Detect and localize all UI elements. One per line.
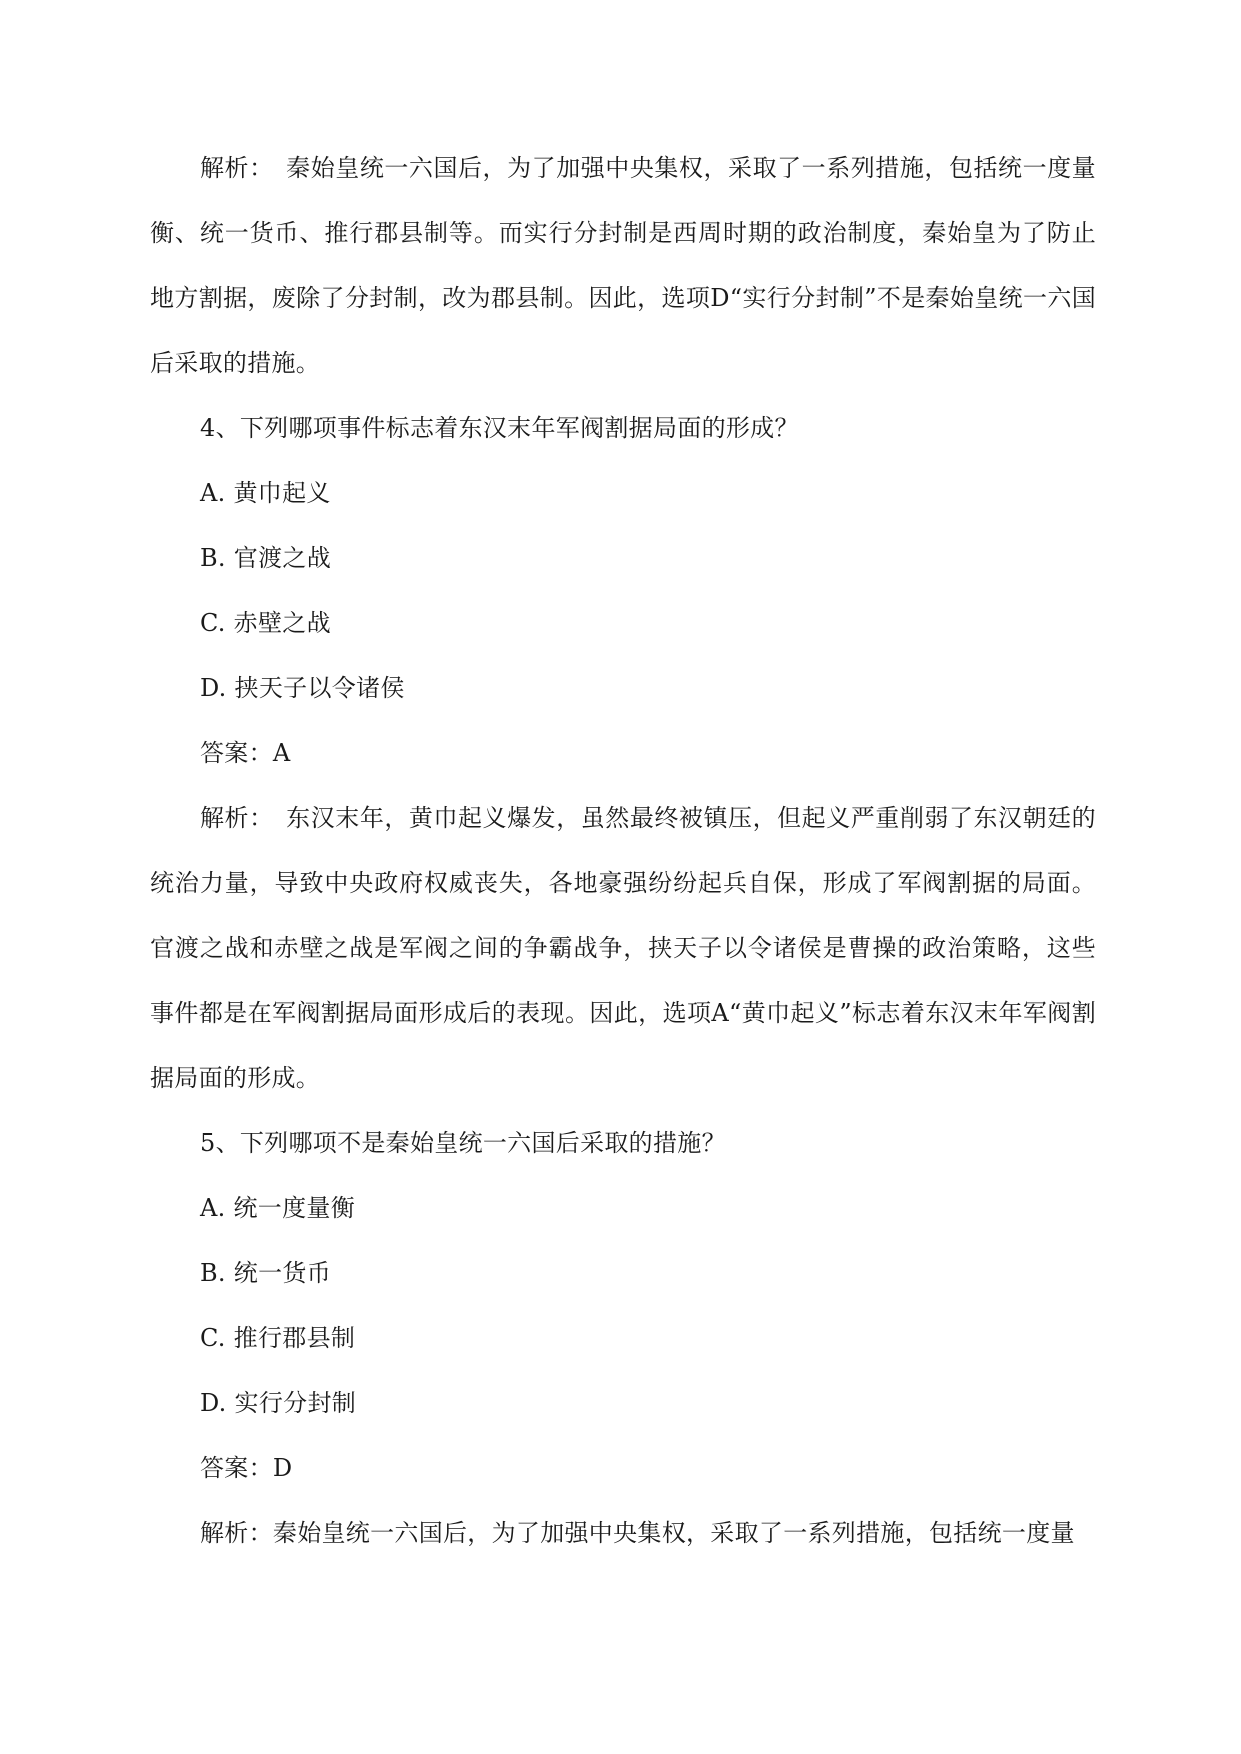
question-4-answer: 答案：A <box>200 739 291 767</box>
question-5-option-c: C. 推行郡县制 <box>200 1324 356 1352</box>
question-5-stem: 5、下列哪项不是秦始皇统一六国后采取的措施？ <box>200 1129 726 1157</box>
question-5-option-b: B. 统一货币 <box>200 1259 331 1287</box>
question-5-option-d: D. 实行分封制 <box>200 1389 357 1417</box>
analysis-q3-paragraph: 解析： 秦始皇统一六国后，为了加强中央集权，采取了一系列措施，包括统一度量衡、统一货币、推行郡县制等。而实行分封制是西周时期的政治制度，秦始皇为了防止地方割据，废除了分封制，改为郡县制。因此，选项D“实行分封制”不是秦始皇统一六国后采取的措施。 <box>150 154 1096 377</box>
question-5-answer: 答案：D <box>200 1454 293 1482</box>
question-5-option-a: A. 统一度量衡 <box>200 1194 355 1222</box>
document-page <box>150 136 1096 1566</box>
question-4-stem: 4、下列哪项事件标志着东汉末年军阀割据局面的形成？ <box>200 414 799 442</box>
question-4-option-a: A. 黄巾起义 <box>200 479 331 507</box>
question-4-option-c: C. 赤壁之战 <box>200 609 331 637</box>
question-4-option-d: D. 挟天子以令诸侯 <box>200 674 405 702</box>
analysis-q4-paragraph: 解析： 东汉末年，黄巾起义爆发，虽然最终被镇压，但起义严重削弱了东汉朝廷的统治力量，导致中央政府权威丧失，各地豪强纷纷起兵自保，形成了军阀割据的局面。官渡之战和赤壁之战是军阀之间的争霸战争，挟天子以令诸侯是曹操的政治策略，这些事件都是在军阀割据局面形成后的表现。因此，选项A“黄巾起义”标志着东汉末年军阀割据局面的形成。 <box>150 804 1096 1092</box>
analysis-q5-start: 解析：秦始皇统一六国后，为了加强中央集权，采取了一系列措施，包括统一度量 <box>200 1519 1075 1547</box>
question-4-option-b: B. 官渡之战 <box>200 544 331 572</box>
